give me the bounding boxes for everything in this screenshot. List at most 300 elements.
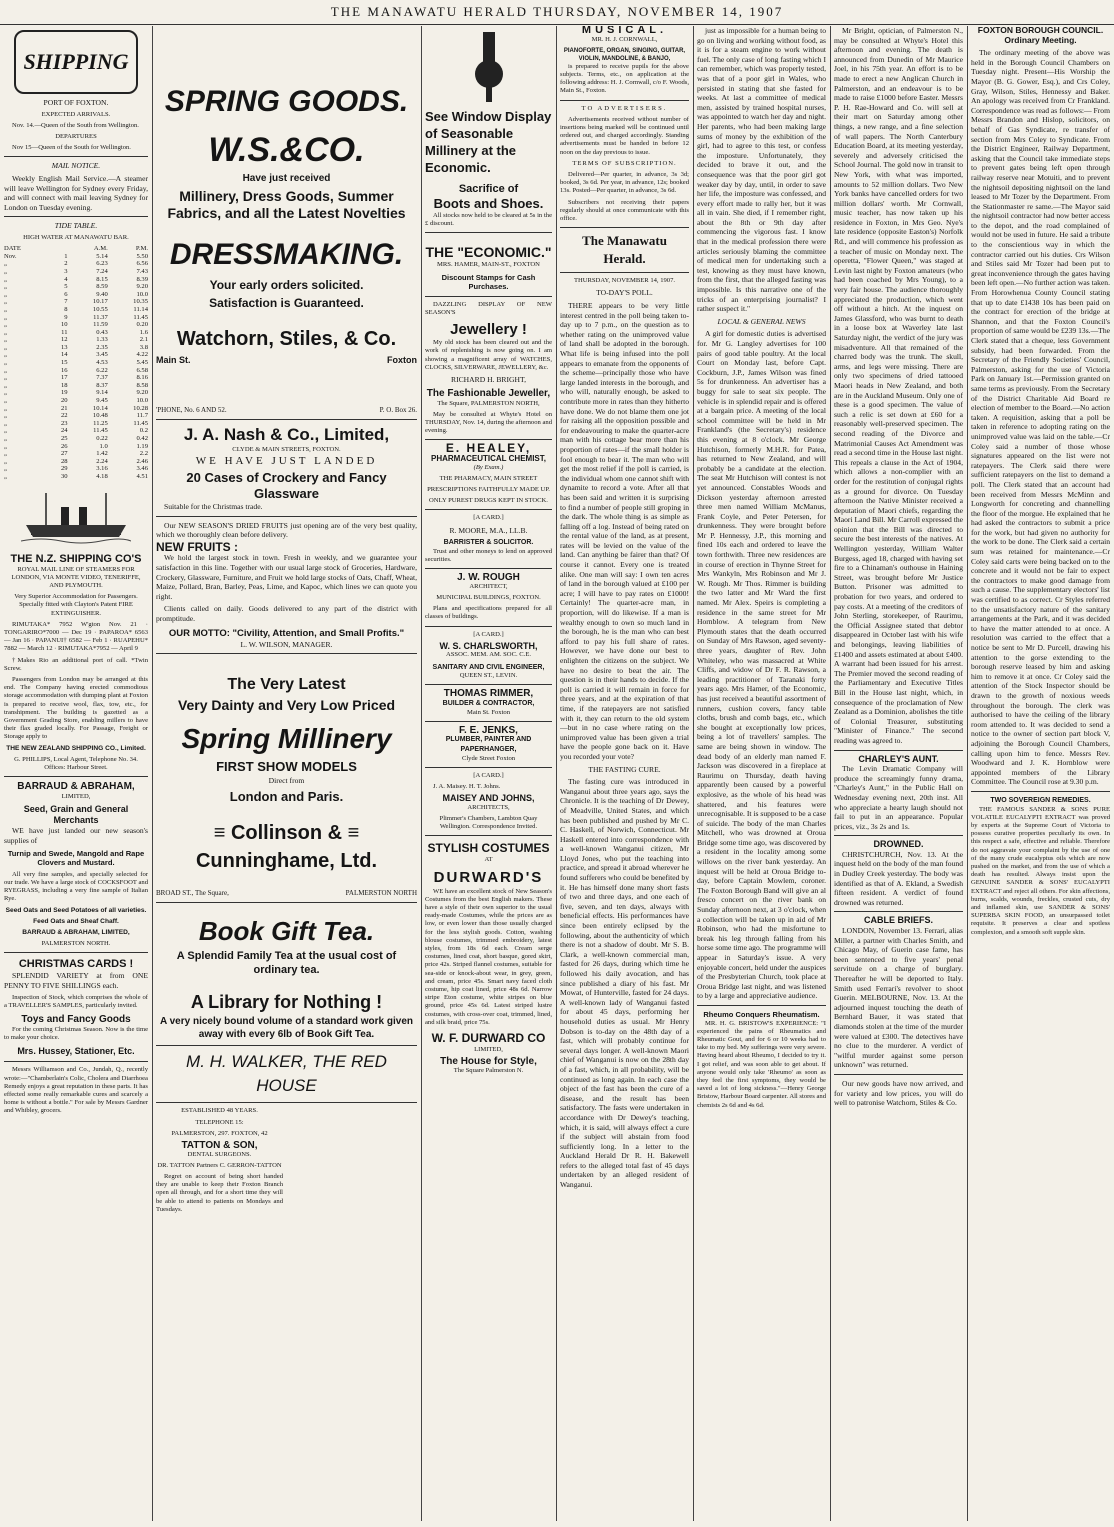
- library-text: A very nicely bound volume of a standard work given away with every 6lb of Book Gift Tea.: [159, 1016, 414, 1041]
- tide-cell: 6: [64, 290, 68, 298]
- tide-cell: „: [4, 336, 7, 344]
- tide-row: [4, 283, 148, 291]
- divider: [425, 626, 552, 627]
- tide-cell: „: [4, 397, 7, 405]
- durward-text: WE have an excellent stock of New Season's Costumes from the best English makers. These have a style of their own superior to the usual ready-made Costumes, while the prices are as low, or even lower than those usually charged for the less stylish goods. Cotton, washing blouse costumes, trimmed embroidery, latest styles, from 18s 6d each. Cream serge costumes, lined coat, short basque, gored skirt, price 42s. Striped flannel costumes, suitable for sea-side or knock-about wear, in grey, green, and cream, price 45s. Smart navy faced cloth costume, hip coat lined, price 48s 6d. Narrow stripe Eton costume, white stripes on blue ground, price 45s 6d. Latest striped lustre costumes, with cross-over coat, trimmed, lined, and silk braid, price 75s.: [425, 887, 552, 1026]
- watchorn-heading: Watchorn, Stiles, & Co.: [176, 328, 397, 350]
- tide-cell: 24: [60, 427, 68, 435]
- council-subheading: Ordinary Meeting.: [1004, 34, 1077, 45]
- london-paris: London and Paris.: [229, 788, 344, 804]
- tide-cell: 9.45: [96, 397, 108, 405]
- tide-cell: 4.18: [96, 472, 108, 480]
- tide-column-header: DATE: [4, 245, 21, 253]
- divider: [834, 911, 963, 912]
- tide-cell: 0.2: [139, 427, 148, 435]
- rimmer-builder: BUILDER & CONTRACTOR,: [442, 700, 535, 708]
- tide-cell: 11.59: [93, 321, 108, 329]
- nash-fruit-text: Our NEW SEASON'S DRIED FRUITS just opening are of the very best quality, which we thoroughly clean before delivery.: [156, 520, 417, 540]
- tide-cell: 10.14: [92, 404, 108, 412]
- latest-heading: The Very Latest: [227, 676, 346, 694]
- rimmer-heading: THOMAS RIMMER,: [443, 688, 534, 700]
- tide-cell: 8: [64, 305, 68, 313]
- herald-date: THURSDAY, NOVEMBER 14, 1907.: [573, 277, 676, 285]
- telephone-numbers: PALMERSTON, 297. FOXTON, 42: [171, 1129, 268, 1137]
- tide-cell: 4: [64, 275, 68, 283]
- established: ESTABLISHED 48 YEARS.: [181, 1107, 258, 1115]
- tide-cell: 1.33: [96, 336, 108, 344]
- maisey-heading: MAISEY AND JOHNS,: [442, 793, 535, 804]
- new-fruits-text: We hold the largest stock in town. Fresh in weekly, and we guarantee your satisfaction in this line. Together with our usual large stock of Groceries, Hardware, Crockery, Glassware, Furniture, and Fruit we hold large stocks of Oats, Chaff, Wheat, Maize, Pollard, Bran, Barley, Peas, Lime, and Kapoc, which lines we can quote you right.: [156, 553, 417, 601]
- tide-cell: 30: [60, 472, 68, 480]
- fasting-continued: just as impossible for a human being to go on living and working without food, as it is for a steam engine to work without fuel. The only case of long fasting which I can remember, which was properly tested, was that of a poor girl in Wales, who persisted in stating that she fasted for weeks. At last a committee of medical men, assisted by trained hospital nurses, was appointed to watch her day and night. Her parents, who had been making large sums of money by the exhibition of the girl, had to agree to this test, or confess the imposture. Unfortunately, they decided to brave it out, and the consequence was that the poor girl got weaker day by day, until, in order to save her life, the imposture was confessed, and every effort made to rally her, but it was all in vain. She died, if I remember right, about the 8th or 9th day after commencing the vigorous fast. I know that in the medical profession there were articles seriously blaming the committee of medical men for undertaking such a test, knowing as they must have known, from the first, that the alleged fasting was impossible. Is this narrative one of the tricks of an enterprising journalist? I rather suspect it.": [697, 26, 826, 314]
- nash-heading: J. A. Nash & Co., Limited,: [183, 425, 390, 445]
- musical-heading: MUSICAL.: [581, 26, 668, 36]
- subscription-heading: TERMS OF SUBSCRIPTION.: [572, 159, 677, 167]
- council-heading: FOXTON BOROUGH COUNCIL.: [977, 26, 1104, 35]
- steamship-icon: [21, 487, 131, 547]
- divider: [156, 419, 417, 420]
- see-window-display: See Window Display of Seasonable Millinery at the Economic.: [425, 109, 552, 175]
- card-label-3: [A CARD.]: [473, 771, 504, 779]
- maisey-names: J. A. Maisey. H. T. Johns.: [433, 783, 501, 790]
- barraud-items: Turnip and Swede, Mangold and Rape Clovers and Mustard.: [7, 848, 145, 868]
- herald-title: The Manawatu Herald.: [582, 233, 667, 267]
- tide-cell: „: [4, 298, 7, 306]
- collinson-address: [156, 889, 417, 899]
- tide-cell: 6.23: [96, 260, 108, 268]
- nz-shipping-heading: THE N.Z. SHIPPING CO'S: [10, 552, 142, 565]
- barraud-seed: Seed Oats and Seed Potatoes of all varieties.: [5, 906, 147, 914]
- tide-row: [4, 276, 148, 284]
- column-rule: [421, 26, 422, 1521]
- tide-row: [4, 405, 148, 413]
- tide-cell: 4.53: [96, 359, 108, 367]
- tatton-sub: DENTAL SURGEONS.: [187, 1150, 252, 1158]
- library-heading: A Library for Nothing !: [190, 992, 383, 1013]
- cornwall-name: MR. H. J. CORNWALL,: [591, 35, 658, 43]
- charleys-aunt-heading: CHARLEY'S AUNT.: [858, 753, 939, 764]
- tide-cell: 17: [60, 374, 68, 382]
- tide-cell: „: [4, 366, 7, 374]
- tide-row: [4, 427, 148, 435]
- nash-landed: WE HAVE JUST LANDED: [195, 455, 378, 468]
- tide-row: [4, 291, 148, 299]
- tide-cell: 8.58: [136, 381, 148, 389]
- cornwall-subjects: PIANOFORTE, ORGAN, SINGING, GUITAR, VIOLIN, MANDOLINE, & BANJO,: [563, 47, 686, 62]
- maisey-architects: ARCHITECTS,: [467, 803, 510, 811]
- tide-cell: „: [4, 374, 7, 382]
- lower-ads: [156, 1107, 417, 1217]
- clients-text: Clients called on daily. Goods delivered to any part of the district with promptitude.: [156, 604, 417, 623]
- shipping-logo: SHIPPING: [14, 30, 138, 94]
- column-1: [4, 26, 148, 1521]
- tide-cell: 4.51: [136, 472, 148, 480]
- tide-cell: Nov.: [4, 252, 17, 260]
- jenks-address: Clyde Street Foxton: [461, 754, 516, 762]
- tide-cell: 11.45: [133, 313, 148, 321]
- nash-address: CLYDE & MAIN STREETS, FOXTON.: [232, 446, 341, 454]
- mail-text: Weekly English Mail Service.—A steamer will leave Wellington for Sydney every Friday, and will connect with mail leaving Sydney for London on Tuesday evening.: [4, 174, 148, 212]
- telephone-label: TELEPHONE 15:: [195, 1118, 244, 1126]
- divider: [425, 439, 552, 440]
- tide-cell: 5.50: [136, 252, 148, 260]
- tide-cell: 11.25: [93, 419, 108, 427]
- nz-shipping-agent-2: G. PHILLIPS, Local Agent, Telephone No. 34. Offices: Harbour Street.: [14, 755, 138, 772]
- watchorn-main-st: Main St.: [156, 355, 191, 365]
- column-5: [697, 26, 826, 1521]
- tide-cell: 8.39: [136, 275, 148, 283]
- barraud-limited: LIMITED,: [61, 793, 91, 801]
- tatton-ad: [156, 1107, 283, 1217]
- tide-cell: „: [4, 321, 7, 329]
- tide-cell: 8.37: [96, 381, 108, 389]
- tide-cell: 11: [61, 328, 68, 336]
- column-6: [834, 26, 963, 1521]
- tide-cell: 3.8: [139, 343, 148, 351]
- watchorn-address: [156, 356, 417, 366]
- tide-row: [4, 412, 148, 420]
- jewellery-text: My old stock has been cleared out and the work of replenishing is now going on. I am showing a magnificent array of WATCHES, CLOCKS, SILVERWARE, JEWELLERY, &c.: [425, 339, 552, 371]
- boots-text: All stocks now held to be cleared at 5s in the £ discount.: [425, 212, 552, 228]
- tide-cell: 2.24: [96, 457, 108, 465]
- advertisers-text: Advertisements received without number of insertions being marked will be continued until ordered out, and charged accordingly. Standing advertisements must be handed in before 12 noon on the day previous to issue.: [560, 115, 689, 156]
- tatton-partners: DR. TATTON Partners C. GERRON-TATTON: [157, 1161, 282, 1169]
- steamer-note: †Makes Rio an additional port of call. *Twin Screw.: [4, 656, 148, 672]
- tide-cell: „: [4, 275, 7, 283]
- divider: [560, 100, 689, 101]
- barraud-signature-2: PALMERSTON NORTH.: [41, 940, 111, 948]
- healey-drugs: ONLY PUREST DRUGS KEPT IN STOCK.: [429, 497, 548, 505]
- tide-cell: „: [4, 359, 7, 367]
- tide-cell: 0.42: [136, 435, 148, 443]
- collinson-town: PALMERSTON NORTH: [345, 888, 417, 897]
- nz-shipping-text: Very Superior Accommodation for Passengers. Specially fitted with Clayton's Patent FIRE EXTINGUISHER.: [14, 593, 138, 617]
- moore-text: Trust and other moneys to lend on approved securities.: [425, 547, 552, 564]
- divider: [560, 227, 689, 228]
- divider: [425, 232, 552, 233]
- tide-cell: 11.45: [93, 427, 108, 435]
- tide-cell: „: [4, 351, 7, 359]
- tide-cell: „: [4, 260, 7, 268]
- new-fruits-label: NEW FRUITS :: [156, 539, 238, 554]
- durward-heading: DURWARD'S: [433, 868, 544, 886]
- rheumo-text: MR. H. G. BRISTOW'S EXPERIENCE: "I experienced the pains of Rheumatics and Rheumatic Gout, and for 6 or 10 weeks had to take to my bed. My sufferings were very severe. Having heard about Rheumo, I decided to try it. I got relief, and was soon able to get about. If anyone would only take 'Rheumo' as soon as they feel the first symptoms, they would be saved a lot of long sickness."—Henry George Bristow, Harbour Board carpenter. All stores and chemists 2s 6d and 4s 6d.: [697, 1019, 826, 1109]
- po-box: P. O. Box 26.: [379, 405, 417, 414]
- dressmaking-heading: DRESSMAKING.: [169, 238, 404, 271]
- divider: [4, 216, 148, 217]
- tide-cell: 1.19: [136, 442, 148, 450]
- tide-cell: 7: [64, 298, 68, 306]
- spring-millinery-heading: Spring Millinery: [181, 723, 392, 755]
- divider: [156, 516, 417, 517]
- jewellery-heading: Jewellery !: [450, 321, 527, 339]
- tide-cell: 14: [60, 351, 68, 359]
- tide-row: [4, 374, 148, 382]
- phone-number: 'PHONE, No. 6 AND 52.: [156, 405, 227, 414]
- tide-cell: 4.22: [136, 351, 148, 359]
- tide-cell: „: [4, 472, 7, 480]
- tide-cell: „: [4, 442, 7, 450]
- tide-cell: 20: [60, 397, 68, 405]
- tide-cell: 19: [60, 389, 68, 397]
- christmas-cards-text: SPLENDID VARIETY at from ONE PENNY TO FIVE SHILLINGS each.: [4, 971, 148, 991]
- charleys-aunt-text: The Levin Dramatic Company will produce the screamingly funny drama, "Charley's Aunt," in the Public Hall on Wednesday evening next, 20th inst. All who appreciate a hearty laugh should not fail to put in an appearance. Popular prices, viz., 3s 2s and 1s.: [834, 764, 963, 831]
- barraud-merchants: Seed, Grain and General Merchants: [23, 804, 129, 826]
- nash-christmas: Suitable for the Christmas trade.: [164, 501, 263, 511]
- column-3: [425, 26, 552, 1521]
- tide-cell: 10.0: [136, 397, 148, 405]
- ws-items: Millinery, Dress Goods, Summer Fabrics, and all the Latest Novelties: [167, 188, 406, 221]
- tide-cell: 11.7: [136, 412, 148, 420]
- tide-cell: 1: [64, 252, 68, 260]
- cornwall-text: is prepared to receive pupils for the above subjects. Terms, etc., on application at the following address: H. J. Cornwall, c/o F. Woods, Main St., Foxton.: [560, 62, 689, 95]
- tide-cell: 8.16: [136, 374, 148, 382]
- tide-cell: „: [4, 435, 7, 443]
- tide-cell: 10.17: [92, 298, 108, 306]
- arrivals-heading: EXPECTED ARRIVALS.: [41, 110, 111, 118]
- nz-shipping-agent: THE NEW ZEALAND SHIPPING CO., Limited.: [6, 744, 146, 752]
- jenks-heading: F. E. JENKS,: [459, 724, 518, 736]
- tide-cell: 0.20: [136, 321, 148, 329]
- drowned-text: CHRISTCHURCH, Nov. 13. At the inquest held on the body of the man found in Dudley Creek yesterday. The body was identified as that of A. Ekland, a Swedish fifteen resident. A verdict of found drowned was returned.: [834, 849, 963, 907]
- tide-cell: 11.37: [93, 313, 108, 321]
- tide-cell: 22: [60, 412, 68, 420]
- tide-row: [4, 253, 148, 261]
- sacrifice-label: Sacrifice of: [458, 183, 519, 195]
- tide-cell: 26: [60, 442, 68, 450]
- tide-cell: „: [4, 427, 7, 435]
- book-gift-tea-heading: Book Gift Tea.: [198, 916, 375, 947]
- tide-cell: „: [4, 267, 7, 275]
- tide-cell: 10: [60, 321, 68, 329]
- tide-cell: 9: [64, 313, 68, 321]
- tide-cell: 16: [60, 366, 68, 374]
- tide-row: [4, 336, 148, 344]
- column-rule: [830, 26, 831, 1521]
- divider: [156, 902, 417, 903]
- tide-cell: „: [4, 343, 7, 351]
- walker-heading: M. H. WALKER, THE RED HOUSE: [186, 1052, 387, 1096]
- nash-crates: 20 Cases of Crockery and Fancy Glassware: [186, 469, 387, 501]
- charlsworth-heading: W. S. CHARLSWORTH,: [439, 640, 538, 651]
- tide-cell: 3: [64, 267, 68, 275]
- steamer-list: RIMUTAKA* 7952 W'gton Nov. 21 · TONGARIRO*7000 — Dec 19 · PAPAROA* 6563 — Jan 16 · PAPANUI† 6582 — Feb 1 · RUAPEHU* 7882 — March 12 · RIMUTAKA*7952 — April 9: [4, 620, 148, 653]
- divider: [156, 1102, 417, 1103]
- nz-shipping-sub: ROYAL MAIL LINE OF STEAMERS FOR LONDON, VIA MONTE VIDEO, TENERIFFE, AND PLYMOUTH.: [11, 565, 141, 589]
- tide-cell: 11.14: [133, 305, 148, 313]
- tide-cell: 1.42: [96, 450, 108, 458]
- tide-cell: „: [4, 328, 7, 336]
- charlsworth-address: QUEEN ST., LEVIN.: [459, 672, 518, 680]
- tide-cell: 3.16: [96, 465, 108, 473]
- drowned-heading: DROWNED.: [873, 839, 924, 850]
- tide-cell: 2.35: [96, 343, 108, 351]
- rheumo-heading: Rheumo Conquers Rheumatism.: [703, 1009, 820, 1019]
- tide-cell: 29: [60, 465, 68, 473]
- port-heading: PORT OF FOXTON.: [43, 98, 109, 107]
- tide-cell: 2.46: [136, 457, 148, 465]
- divider: [425, 721, 552, 722]
- tide-cell: 10.35: [133, 298, 148, 306]
- tide-cell: 0.22: [96, 435, 108, 443]
- tide-cell: 10.55: [92, 305, 108, 313]
- divider: [425, 509, 552, 510]
- boots-heading: Boots and Shoes.: [433, 196, 544, 211]
- tide-cell: „: [4, 290, 7, 298]
- charlsworth-engineer: SANITARY AND CIVIL ENGINEER,: [432, 663, 545, 671]
- advertisers-heading: TO ADVERTISERS.: [581, 104, 668, 112]
- divider: [4, 776, 148, 777]
- divider: [834, 750, 963, 751]
- departures-text: Nov 15—Queen of the South for Wellington.: [12, 144, 131, 152]
- house-for-style: The House for Style,: [440, 1056, 537, 1068]
- jenks-trade: PLUMBER, PAINTER AND PAPERHANGER,: [445, 736, 532, 753]
- column-7: [971, 26, 1110, 1521]
- rough-architect: ARCHITECT,: [469, 582, 508, 590]
- motto: OUR MOTTO: "Civility, Attention, and Small Profits.": [168, 627, 405, 639]
- toys-text: For the coming Christmas Season. Now is the time to make your choice.: [4, 1026, 148, 1042]
- tide-cell: 6.56: [136, 260, 148, 268]
- tide-cell: „: [4, 457, 7, 465]
- column-rule: [967, 26, 968, 1521]
- local-news-heading: LOCAL & GENERAL NEWS: [717, 316, 806, 326]
- departures-heading: DEPARTURES: [55, 133, 97, 140]
- tide-cell: 9.40: [96, 290, 108, 298]
- economic-sub: MRS. HAMER, MAIN-ST., FOXTON: [437, 261, 540, 269]
- ws-co-heading: W.S.&CO.: [208, 131, 365, 169]
- tide-cell: „: [4, 305, 7, 313]
- economic-heading: THE "ECONOMIC.": [425, 244, 552, 261]
- tide-cell: 8.15: [96, 275, 108, 283]
- tide-row: [4, 268, 148, 276]
- divider: [425, 835, 552, 836]
- divider: [425, 296, 552, 297]
- maisey-address: Plimmer's Chambers, Lambton Quay Wellington. Correspondence Invited.: [439, 815, 538, 831]
- christmas-cards-text-2: Inspection of Stock, which comprises the whole of a TRAVELLER'S SAMPLES, particularly invited.: [4, 993, 148, 1009]
- tide-row: [4, 420, 148, 428]
- dainty-heading: Very Dainty and Very Low Priced: [177, 697, 396, 714]
- tide-row: [4, 458, 148, 466]
- tide-row: [4, 329, 148, 337]
- tide-cell: 0.43: [96, 328, 108, 336]
- manager: L. W. WILSON, MANAGER.: [240, 639, 333, 649]
- removal-placeholder: [289, 1107, 416, 1217]
- healey-address: THE PHARMACY, MAIN STREET: [439, 474, 538, 482]
- tide-row: [4, 359, 148, 367]
- tide-cell: 1.0: [99, 442, 108, 450]
- divider: [697, 1005, 826, 1006]
- arrivals-text: Nov. 14.—Queen of the South from Wellington.: [12, 121, 139, 129]
- tide-cell: 1.6: [139, 328, 148, 336]
- tea-text: A Splendid Family Tea at the usual cost of ordinary tea.: [176, 950, 397, 977]
- tide-column-header: P.M.: [135, 245, 148, 253]
- divider: [156, 1045, 417, 1046]
- rough-address: MUNICIPAL BUILDINGS, FOXTON.: [436, 594, 541, 602]
- tide-cell: 5: [64, 283, 68, 291]
- tide-cell: 6.22: [96, 366, 108, 374]
- moore-barrister: BARRISTER & SOLICITOR.: [443, 539, 534, 547]
- divider: [4, 1061, 148, 1062]
- tide-cell: 2.1: [139, 336, 148, 344]
- subscription-text: Delivered—Per quarter, in advance, 3s 3d; booked, 3s 6d. Per year, in advance, 12s; booked 13s. Posted—Per quarter, in advance, 3s 6d.: [560, 171, 689, 195]
- mail-heading: MAIL NOTICE.: [51, 161, 101, 171]
- tide-row: [4, 389, 148, 397]
- bright-text: May be consulted at Whyte's Hotel on THURSDAY, Nov. 14, during the afternoon and evening.: [425, 410, 552, 435]
- bright-name: RICHARD H. BRIGHT,: [451, 375, 526, 385]
- tide-cell: 10.48: [92, 412, 108, 420]
- tide-cell: „: [4, 313, 7, 321]
- tatton-heading: TATTON & SON,: [181, 1139, 258, 1151]
- masthead: THE MANAWATU HERALD THURSDAY, NOVEMBER 14, 1907: [0, 0, 1114, 25]
- column-rule: [693, 26, 694, 1521]
- tide-cell: 8.59: [96, 283, 108, 291]
- tide-cell: 15: [60, 359, 68, 367]
- tide-cell: „: [4, 450, 7, 458]
- nz-shipping-body: Passengers from London may be arranged at this end. The Company having erected commodious storage accommodation with dumping plant at Foxton is prepared to receive wool, flax, tow, etc., for transhipment. The building is gazetted as a Government Grading Store, enabling millers to have their flax graded locally. For Passage, Freight or Storage apply to: [4, 676, 148, 741]
- moore-name: R. MOORE, M.A., LL.B.: [449, 525, 528, 535]
- barraud-signature: BARRAUD & ABRAHAM, LIMITED,: [22, 929, 130, 937]
- hussey-heading: Mrs. Hussey, Stationer, Etc.: [17, 1046, 135, 1057]
- rough-text: Plans and specifications prepared for all classes of buildings.: [425, 605, 552, 621]
- tide-cell: 28: [60, 457, 68, 465]
- collinson-street: BROAD ST., The Square,: [156, 888, 229, 897]
- tide-cell: 6.58: [136, 366, 148, 374]
- tide-subheading: HIGH WATER AT MANAWATU BAR.: [23, 233, 129, 241]
- tide-cell: „: [4, 283, 7, 291]
- discount-stamps: Discount Stamps for Cash Purchases.: [441, 272, 536, 292]
- dressmaking-orders: Your early orders solicited.: [209, 278, 364, 292]
- column-rule: [556, 26, 557, 1521]
- council-text: The ordinary meeting of the above was held in the Borough Council Chambers on Tuesday night. Present—His Worship the Mayor (B. G. Gower, Esq.), and Crs Coley, Gray, Wilson, Stiles, Hennessy and Baker. An apology was received from Cr Frankland. Correspondence was read as follows:— From Messrs Brandon and Hislop, solicitors, on behalf of Gas Syndicate, re transfer of section from Mrs Coley to Syndicate. From the District Engineer, Railway Department, asking that the Council take immediate steps to prevent gates being left open through railway reserve near Motuiti, and to prevent the nightsoil depositing nightsoil on the land leased to Mr Tozer by the Department. From the Stationmaster re same.—The Mayor said the nightsoil contractor had now better access to the depot, and the road complained of would not be used in future. He said a tribute to the conscientious way in which the contractor carried out his duties. Crs Wilson and Stiles said Mr Tozer had been put to great inconvenience through the gates having been left open.—No further action was taken. From Horowhenua County Council stating that up to date £1438 10s has been paid on the contract for erection of the bridge at Shannon, and that the Foxton Council's proportion of same would be £239 13s.—The Clerk stated that a cheque, less Government subsidy, had been forwarded. From the Secretary of the Friendly Societies' Council, Palmerston, asking for the use of Victoria Park on January 1st.—Permission granted on same terms as previously. From the Secretary of the District Charitable Aid Board re election of member to the Board.—No action taken. A requisition, asking that a poll be taken in reference to adopting rating on the unimproved value was laid on the table.—Cr Coley said a number of those whose signatures appeared on the list were not ratepayers. The Clerk said there were sufficient ratepayers on the list to demand a poll. The Clerk stated that an account had been received from Messrs McMinn and Longworth for concreting and channelling the floor of the morgue. He explained that he had asked the contractors to submit a price for the work, but had given no authority for the work to be done. The Clerk said a certain sum was retained for maintenance.—Cr Coley said carts were being backed on to the concrete and it would not be fair to expect the contractors to make good damage from such a cause. The supplementary electors' list was certified to as correct. Cr Styles referred to the unsatisfactory nature of the sanitary arrangements at the Park, and it was decided to have the matter attended to at once. A resolution was carried to the effect that a notice be sent to Mr D. Purcell, drawing his attention to the gorse extending to the borough reserve leased by him and asking him to remove it at once. Cr Coley said the attention of the Stock Inspector should be drawn to the growth of noxious weeds throughout the borough. The clerk was authorised to have the ceiling of the library room attended to. It was decided to send a notice to the owner of section part block V, adjoining the Borough Council Chambers, calling upon him to fence. Messrs Rev. Woodward and J. K. Hornblow were appointed members of the Library Committee. The Council rose at 9.30 p.m.: [971, 48, 1110, 787]
- healey-prescriptions: PRESCRIPTIONS FAITHFULLY MADE UP.: [427, 486, 550, 494]
- card-label: [A CARD.]: [473, 514, 504, 522]
- tatton-text: Regret on account of being short handed they are unable to keep their Foxton Branch open all through, and for a short time they will be able to attend to patients on Mondays and Tuesdays.: [156, 1172, 283, 1213]
- collinson-heading: ≡ Collinson & ≡ Cunninghame, Ltd.: [195, 821, 378, 872]
- tide-cell: „: [4, 465, 7, 473]
- tide-cell: 9.20: [136, 389, 148, 397]
- tide-row: [4, 465, 148, 473]
- dazzling-display: DAZZLING DISPLAY OF NEW SEASON'S: [425, 300, 552, 316]
- subscription-note: Subscribers not receiving their papers regularly should at once communicate with this office.: [560, 198, 689, 223]
- card-label-2: [A CARD.]: [473, 630, 504, 638]
- durward-address: The Square Palmerston N.: [453, 1066, 524, 1074]
- divider: [834, 1074, 963, 1075]
- divider: [156, 653, 417, 654]
- tide-cell: 5.14: [96, 252, 108, 260]
- tide-cell: 12: [60, 336, 68, 344]
- durward-company: W. F. DURWARD CO: [431, 1031, 546, 1046]
- healey-heading: E. HEALEY,: [445, 441, 532, 456]
- tide-row: [4, 382, 148, 390]
- tide-row: [4, 473, 148, 481]
- watchorn-town: Foxton: [387, 355, 417, 365]
- tide-cell: 2.2: [139, 450, 148, 458]
- tide-cell: 10.28: [133, 404, 148, 412]
- tide-row: [4, 397, 148, 405]
- tide-cell: 18: [60, 381, 68, 389]
- tide-row: [4, 306, 148, 314]
- divider: [425, 684, 552, 685]
- tide-cell: 7.24: [96, 267, 108, 275]
- tide-cell: 9.14: [96, 389, 108, 397]
- sovereign-text: THE FAMOUS SANDER & SONS PURE VOLATILE EUCALYPTI EXTRACT was proved by experts at the Supreme Court of Victoria to possess curative properties peculiarly its own. In this respect a safe, effective and reliable. Therefore do not aggravate your complaint by the use of one of the many crude eucalyptus oils which are now pushed on the market, and from the use of which a death has resulted. Always insist upon the GENUINE SANDER & SONS' EUCALYPTI EXTRACT and reject all others. For skin affections, burns, scalds, wounds, freckles, crusted cuts, dry and inflamed skin, use SANDER & SONS' SUPERBA SKIN FOOD, an unsurpassed toilet requisite. It preserves a clear and spotless complexion, and a smooth soft supple skin.: [971, 805, 1110, 936]
- new-goods-text: Our new goods have now arrived, and for variety and low prices, you will do well to patronise Watchorn, Stiles & Co.: [834, 1078, 963, 1108]
- sovereign-heading: TWO SOVEREIGN REMEDIES.: [990, 796, 1091, 804]
- barraud-heading: BARRAUD & ABRAHAM,: [17, 781, 135, 793]
- tide-cell: „: [4, 381, 7, 389]
- direct-from: Direct from: [268, 776, 305, 786]
- tide-heading: TIDE TABLE.: [54, 221, 98, 231]
